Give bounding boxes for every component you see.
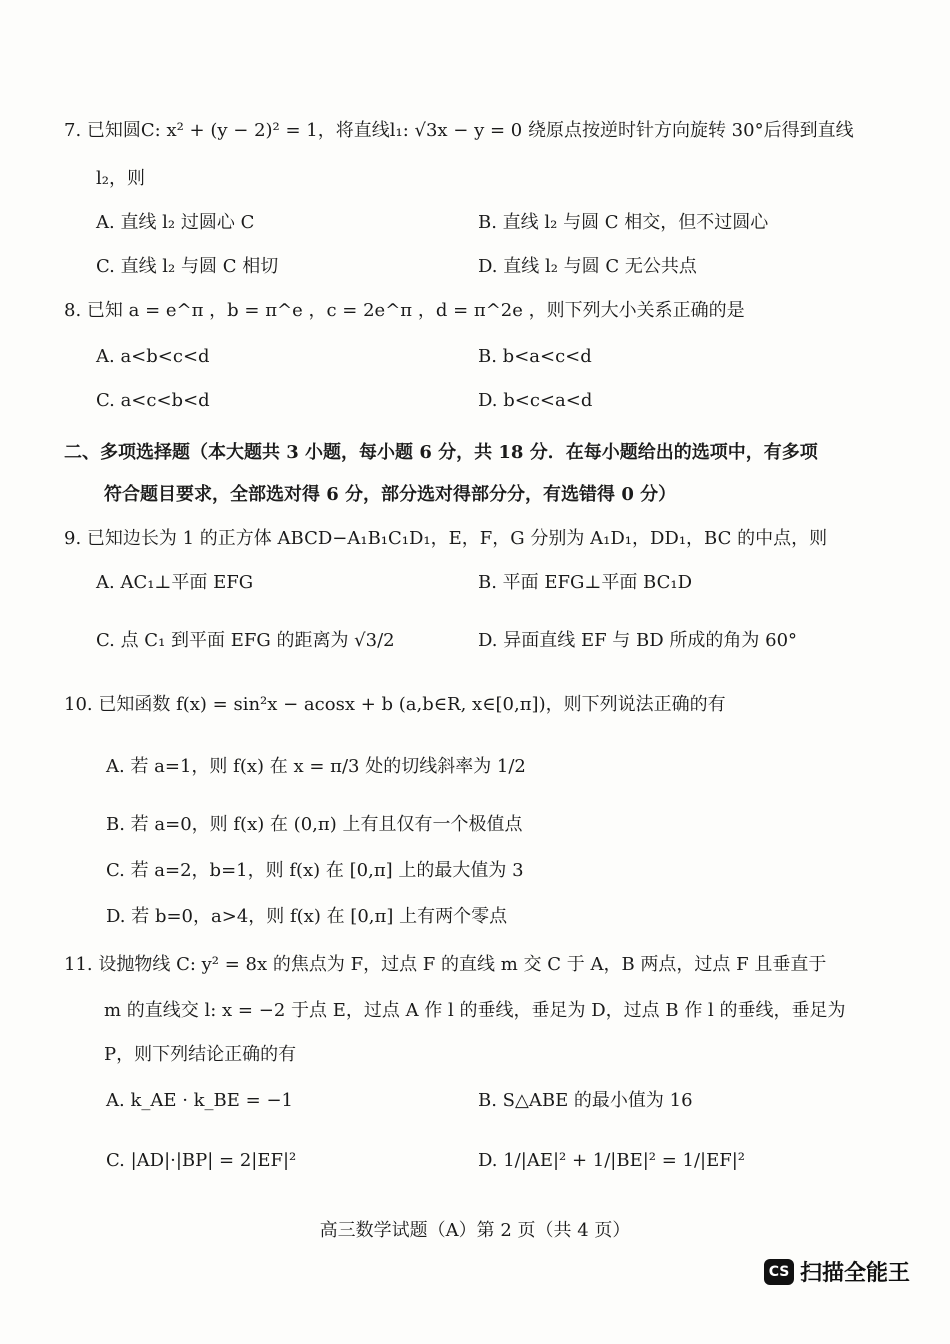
q9-option-d: D. 异面直线 EF 与 BD 所成的角为 60° xyxy=(478,630,798,651)
q7-stem-line2: l₂，则 xyxy=(96,168,145,189)
q9-option-c: C. 点 C₁ 到平面 EFG 的距离为 √3/2 xyxy=(96,630,395,651)
q11-option-b: B. S△ABE 的最小值为 16 xyxy=(478,1090,693,1111)
scanner-watermark xyxy=(764,1256,910,1287)
q7-stem-line1: 7. 已知圆C: x² + (y − 2)² = 1，将直线l₁: √3x − y = 0 绕原点按逆时针方向旋转 30°后得到直线 xyxy=(64,120,854,141)
watermark-text: 扫描全能王 xyxy=(800,1261,911,1286)
q11-option-c: C. |AD|·|BP| = 2|EF|² xyxy=(106,1150,297,1171)
q10-option-b: B. 若 a=0，则 f(x) 在 (0,π) 上有且仅有一个极值点 xyxy=(106,814,523,835)
q7-option-d: D. 直线 l₂ 与圆 C 无公共点 xyxy=(478,256,697,277)
q7-option-c: C. 直线 l₂ 与圆 C 相切 xyxy=(96,256,279,277)
q7-option-b: B. 直线 l₂ 与圆 C 相交，但不过圆心 xyxy=(478,212,769,233)
q8-option-b: B. b<a<c<d xyxy=(478,346,592,367)
q11-stem-line1: 11. 设抛物线 C: y² = 8x 的焦点为 F，过点 F 的直线 m 交 C 于 A，B 两点，过点 F 且垂直于 xyxy=(64,954,827,975)
q11-option-a: A. k_AE · k_BE = −1 xyxy=(106,1090,293,1111)
q11-stem-line2: m 的直线交 l: x = −2 于点 E，过点 A 作 l 的垂线，垂足为 D，过点 B 作 l 的垂线，垂足为 xyxy=(104,1000,846,1021)
q9-option-a: A. AC₁⊥平面 EFG xyxy=(96,572,254,593)
q8-option-d: D. b<c<a<d xyxy=(478,390,593,411)
q8-option-c: C. a<c<b<d xyxy=(96,390,210,411)
q8-option-a: A. a<b<c<d xyxy=(96,346,210,367)
q8-stem: 8. 已知 a = e^π ，b = π^e ，c = 2e^π ，d = π^2e ，则下列大小关系正确的是 xyxy=(64,300,745,321)
q7-option-a: A. 直线 l₂ 过圆心 C xyxy=(96,212,255,233)
camscanner-logo-icon: CS xyxy=(764,1259,794,1285)
section2-heading-line2: 符合题目要求，全部选对得 6 分，部分选对得部分分，有选错得 0 分） xyxy=(104,484,677,505)
page-footer: 高三数学试题（A）第 2 页（共 4 页） xyxy=(319,1220,631,1241)
q11-option-d: D. 1/|AE|² + 1/|BE|² = 1/|EF|² xyxy=(478,1150,746,1171)
q10-option-d: D. 若 b=0，a>4，则 f(x) 在 [0,π] 上有两个零点 xyxy=(106,906,508,927)
q10-option-a: A. 若 a=1，则 f(x) 在 x = π/3 处的切线斜率为 1/2 xyxy=(106,756,526,777)
section2-heading-line1: 二、多项选择题（本大题共 3 小题，每小题 6 分，共 18 分．在每小题给出的选项中，有多项 xyxy=(64,442,818,463)
q9-stem: 9. 已知边长为 1 的正方体 ABCD−A₁B₁C₁D₁，E，F，G 分别为 A₁D₁，DD₁，BC 的中点，则 xyxy=(64,528,828,549)
q11-stem-line3: P，则下列结论正确的有 xyxy=(104,1044,297,1065)
q10-option-c: C. 若 a=2，b=1，则 f(x) 在 [0,π] 上的最大值为 3 xyxy=(106,860,524,881)
q9-option-b: B. 平面 EFG⊥平面 BC₁D xyxy=(478,572,693,593)
q10-stem: 10. 已知函数 f(x) = sin²x − acosx + b (a,b∈R, x∈[0,π])，则下列说法正确的有 xyxy=(64,694,726,715)
